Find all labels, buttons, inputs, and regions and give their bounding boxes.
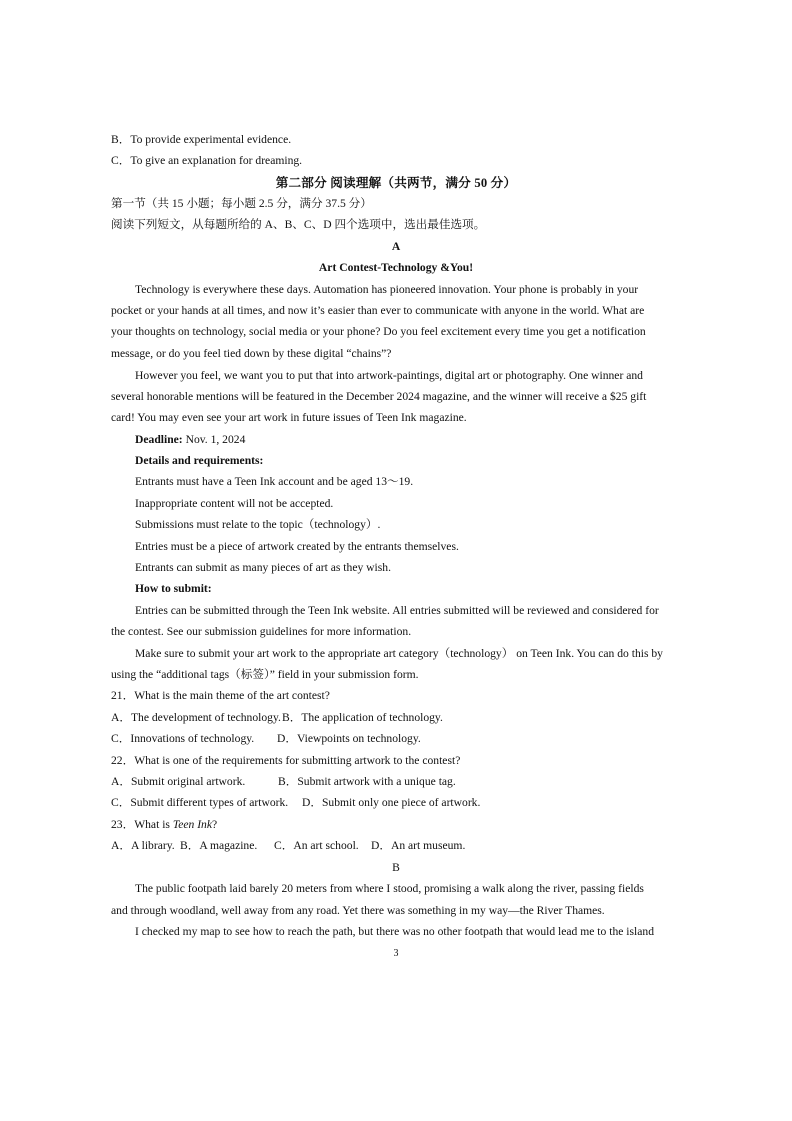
passage-a-p1-line: your thoughts on technology, social media or your phone? Do you feel excitement every time you get a notification bbox=[111, 325, 646, 338]
q21-option-b: B．The application of technology. bbox=[282, 711, 443, 724]
passage-a-p1-line: message, or do you feel tied down by these digital “chains”? bbox=[111, 347, 392, 360]
q23-options-row bbox=[111, 838, 684, 854]
q22-option-b: B．Submit artwork with a unique tag. bbox=[278, 775, 456, 788]
q23-option-a: A．A library. bbox=[111, 839, 175, 852]
prev-option-b: B．To provide experimental evidence. bbox=[111, 133, 292, 146]
passage-a-p3-line: the contest. See our submission guidelines for more information. bbox=[111, 625, 412, 638]
q23-option-d: D．An art museum. bbox=[371, 839, 466, 852]
q22-option-a: A．Submit original artwork. bbox=[111, 775, 246, 788]
passage-a-p1-line: Technology is everywhere these days. Automation has pioneered innovation. Your phone is probably in your bbox=[135, 283, 639, 296]
q22-option-d: D．Submit only one piece of artwork. bbox=[302, 796, 481, 809]
q21-options-row bbox=[111, 731, 684, 747]
q23-option-b: B．A magazine. bbox=[180, 839, 258, 852]
q22-options-row bbox=[111, 774, 684, 790]
part2-title: 第二部分 阅读理解（共两节，满分 50 分） bbox=[275, 176, 517, 190]
passage-a-p2-line: card! You may even see your art work in future issues of Teen Ink magazine. bbox=[111, 411, 467, 424]
requirement-item: Inappropriate content will not be accepted. bbox=[135, 497, 334, 510]
requirement-item: Entrants must have a Teen Ink account and be aged 13～19. bbox=[135, 475, 414, 488]
q23-stem-prefix: 23．What is bbox=[111, 818, 173, 831]
submit-heading: How to submit: bbox=[135, 582, 212, 595]
passage-a-letter: A bbox=[391, 240, 401, 253]
deadline-label: Deadline: bbox=[135, 433, 183, 446]
deadline-value: Nov. 1, 2024 bbox=[182, 433, 246, 446]
requirement-item: Entries must be a piece of artwork created by the entrants themselves. bbox=[135, 540, 459, 553]
q21-options-row bbox=[111, 710, 684, 726]
passage-a-p4-line: Make sure to submit your art work to the appropriate art category（technology） on Teen Ink. You can do this by bbox=[135, 647, 663, 660]
passage-a-title: Art Contest-Technology &You! bbox=[318, 261, 474, 274]
q21-option-c: C．Innovations of technology. bbox=[111, 732, 255, 745]
section1-info: 第一节（共 15 小题；每小题 2.5 分，满分 37.5 分） bbox=[111, 197, 372, 210]
q23-stem bbox=[111, 817, 684, 833]
passage-a-p3-line: Entries can be submitted through the Teen Ink website. All entries submitted will be reviewed and considered for bbox=[135, 604, 659, 617]
prev-option-c: C．To give an explanation for dreaming. bbox=[111, 154, 303, 167]
page-number: 3 bbox=[393, 948, 399, 959]
q21-stem: 21．What is the main theme of the art contest? bbox=[111, 689, 330, 702]
q23-stem-italic: Teen Ink bbox=[172, 818, 213, 831]
details-heading: Details and requirements: bbox=[135, 454, 264, 467]
q21-option-d: D．Viewpoints on technology. bbox=[277, 732, 421, 745]
passage-b-p1-line: The public footpath laid barely 20 meters from where I stood, promising a walk along the river, passing fields bbox=[135, 882, 644, 895]
passage-a-p4-line: using the “additional tags（标签）” field in your submission form. bbox=[111, 668, 419, 681]
q22-options-row bbox=[111, 795, 684, 811]
deadline-line bbox=[135, 432, 684, 448]
q22-stem: 22．What is one of the requirements for submitting artwork to the contest? bbox=[111, 754, 461, 767]
passage-b-p2-line: I checked my map to see how to reach the path, but there was no other footpath that would lead me to the island bbox=[135, 925, 654, 938]
instruction: 阅读下列短文，从每题所给的 A、B、C、D 四个选项中，选出最佳选项。 bbox=[111, 218, 486, 231]
passage-a-p1-line: pocket or your hands at all times, and now it’s easier than ever to communicate with anyone in the world. What are bbox=[111, 304, 645, 317]
passage-b-letter: B bbox=[392, 861, 400, 874]
passage-a-p2-line: However you feel, we want you to put that into artwork-paintings, digital art or photography. One winner and bbox=[135, 369, 643, 382]
requirement-item: Submissions must relate to the topic（technology）. bbox=[135, 518, 381, 531]
q23-stem-suffix: ? bbox=[212, 818, 218, 831]
q21-option-a: A．The development of technology. bbox=[111, 711, 281, 724]
passage-a-p2-line: several honorable mentions will be featured in the December 2024 magazine, and the winner will receive a $25 gift bbox=[111, 390, 647, 403]
passage-b-p1-line: and through woodland, well away from any road. Yet there was something in my way—the River Thames. bbox=[111, 904, 605, 917]
q22-option-c: C．Submit different types of artwork. bbox=[111, 796, 289, 809]
q23-option-c: C．An art school. bbox=[274, 839, 359, 852]
requirement-item: Entrants can submit as many pieces of art as they wish. bbox=[135, 561, 391, 574]
